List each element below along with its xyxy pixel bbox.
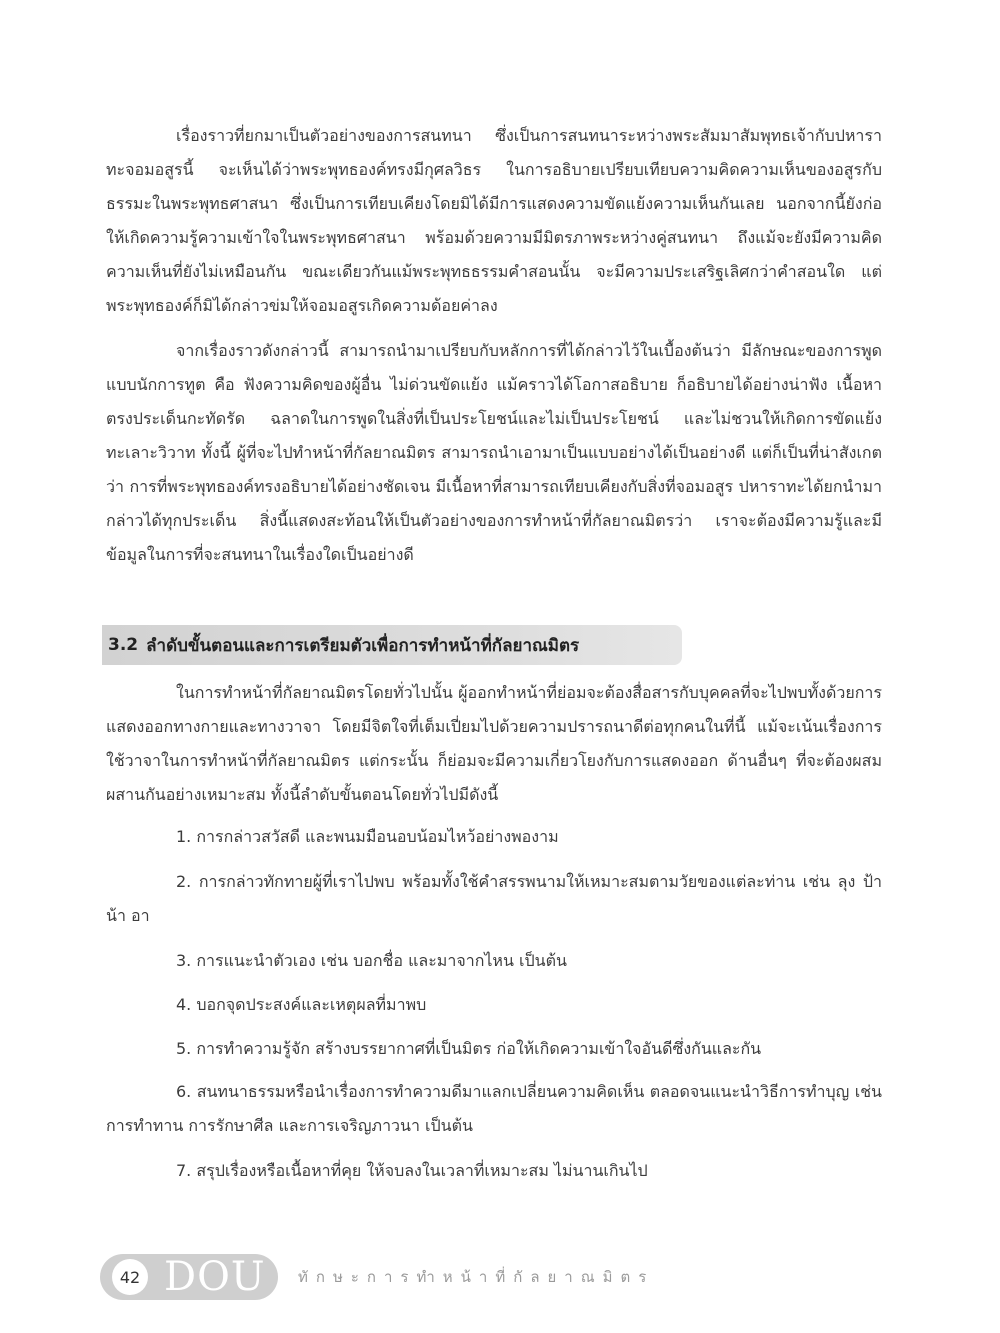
list-item-7: 7. สรุปเรื่องหรือเนื้อหาที่คุย ให้จบลงในเวลาที่เหมาะสม ไม่นานเกินไป: [176, 1161, 648, 1180]
footer-badge: [100, 1254, 278, 1300]
list-item-4: 4. บอกจุดประสงค์และเหตุผลที่มาพบ: [176, 995, 427, 1014]
body-paragraph-3: ในการทำหน้าที่กัลยาณมิตรโดยทั่วไปนั้น ผู้ออกทำหน้าที่ย่อมจะต้องสื่อสารกับบุคคลที่จะไปพบทั้งด้วยการแสดงออกทางกายและทางวาจา โดยมีจิตใจที่เต็มเปี่ยมไปด้วยความปรารถนาดีต่อทุกคนในที่นี้ แม้จะเน้นเรื่องการใช้วาจาในการทำหน้าที่กัลยาณมิตร แต่กระนั้น ก็ย่อมจะมีความเกี่ยวโยงกับการแสดงออก ด้านอื่นๆ ที่จะต้องผสมผสานกันอย่างเหมาะสม ทั้งนี้ลำดับขั้นตอนโดยทั่วไปมีดังนี้: [106, 683, 882, 804]
list-item-3: 3. การแนะนำตัวเอง เช่น บอกชื่อ และมาจากไหน เป็นต้น: [176, 951, 567, 970]
list-item-2: 2. การกล่าวทักทายผู้ที่เราไปพบ พร้อมทั้งใช้คำสรรพนามให้เหมาะสมตามวัยของแต่ละท่าน เช่น ลุง ป้า น้า อา: [106, 872, 882, 925]
brand-logo-text: DOU: [164, 1254, 266, 1300]
list-item-5: 5. การทำความรู้จัก สร้างบรรยากาศที่เป็นมิตร ก่อให้เกิดความเข้าใจอันดีซึ่งกันและกัน: [176, 1039, 762, 1058]
section-heading: [102, 625, 682, 665]
body-paragraph-1: เรื่องราวที่ยกมาเป็นตัวอย่างของการสนทนา ซึ่งเป็นการสนทนาระหว่างพระสัมมาสัมพุทธเจ้ากับปหาราทะจอมอสูรนี้ จะเห็นได้ว่าพระพุทธองค์ทรงมีกุศลวิธร ในการอธิบายเปรียบเทียบความคิดความเห็นของอสูรกับธรรมะในพระพุทธศาสนา ซึ่งเป็นการเทียบเคียงโดยมิได้มีการแสดงความขัดแย้งความเห็นกันเลย นอกจากนี้ยังก่อให้เกิดความรู้ความเข้าใจในพระพุทธศาสนา พร้อมด้วยความมีมิตรภาพระหว่างคู่สนทนา ถึงแม้จะยังมีความคิดความเห็นที่ยังไม่เหมือนกัน ขณะเดียวกันแม้พระพุทธธรรมคำสอนนั้น จะมีความประเสริฐเลิศกว่าคำสอนใด แต่พระพุทธองค์ก็มิได้กล่าวข่มให้จอมอสูรเกิดความด้อยค่าลง: [106, 126, 882, 315]
list-item-1: 1. การกล่าวสวัสดี และพนมมือนอบน้อมไหว้อย่างพองาม: [176, 827, 559, 846]
section-number: 3.2: [108, 635, 139, 655]
list-item-6: 6. สนทนาธรรมหรือนำเรื่องการทำความดีมาแลกเปลี่ยนความคิดเห็น ตลอดจนแนะนำวิธีการทำบุญ เช่น การทำทาน การรักษาศีล และการเจริญภาวนา เป็นต้น: [106, 1082, 882, 1135]
body-paragraph-2: จากเรื่องราวดังกล่าวนี้ สามารถนำมาเปรียบกับหลักการที่ได้กล่าวไว้ในเบื้องต้นว่า มีลักษณะของการพูดแบบนักการทูต คือ ฟังความคิดของผู้อื่น ไม่ด่วนขัดแย้ง แม้คราวได้โอกาสอธิบาย ก็อธิบายได้อย่างน่าฟัง เนื้อหาตรงประเด็นกะทัดรัด ฉลาดในการพูดในสิ่งที่เป็นประโยชน์และไม่เป็นประโยชน์ และไม่ชวนให้เกิดการขัดแย้งทะเลาะวิวาท ทั้งนี้ ผู้ที่จะไปทำหน้าที่กัลยาณมิตร สามารถนำเอามาเป็นแบบอย่างได้เป็นอย่างดี แต่ก็เป็นที่น่าสังเกตว่า การที่พระพุทธองค์ทรงอธิบายได้อย่างชัดเจน มีเนื้อหาที่สามารถเทียบเคียงกับสิ่งที่จอมอสูร ปหาราทะได้ยกนำมากล่าวได้ทุกประเด็น สิ่งนี้แสดงสะท้อนให้เป็นตัวอย่างของการทำหน้าที่กัลยาณมิตรว่า เราจะต้องมีความรู้และมีข้อมูลในการที่จะสนทนาในเรื่องใดเป็นอย่างดี: [106, 341, 882, 564]
page-footer: [100, 1254, 740, 1300]
page-number: 42: [112, 1259, 148, 1295]
running-title: ทักษะการทำหน้าที่กัลยาณมิตร: [298, 1268, 655, 1286]
section-title: ลำดับขั้นตอนและการเตรียมตัวเพื่อการทำหน้าที่กัลยาณมิตร: [146, 635, 580, 656]
